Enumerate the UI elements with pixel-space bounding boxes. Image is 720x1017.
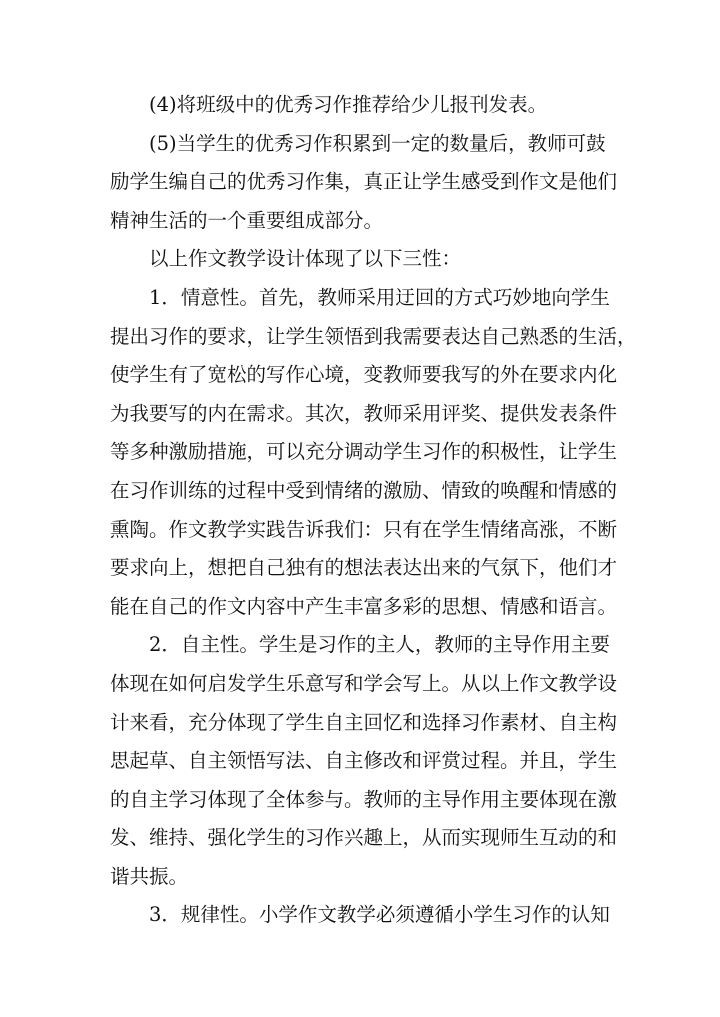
paragraph-point-1-line: 等多种激励措施，可以充分调动学生习作的积极性，让学生 (110, 440, 618, 464)
paragraph-point-2-line: 的自主学习体现了全体参与。教师的主导作用主要体现在激 (110, 787, 618, 811)
paragraph-point-1-line: 1．情意性。首先，教师采用迂回的方式巧妙地向学生 (149, 285, 610, 309)
paragraph-item-5-line: 精神生活的一个重要组成部分。 (110, 208, 384, 232)
paragraph-point-1-line: 熏陶。作文教学实践告诉我们：只有在学生情绪高涨，不断 (110, 517, 618, 541)
paragraph-intro-line: 以上作文教学设计体现了以下三性： (149, 247, 462, 271)
paragraph-point-1-line: 使学生有了宽松的写作心境，变教师要我写的外在要求内化 (110, 363, 618, 387)
paragraph-point-2-line: 谐共振。 (110, 864, 189, 888)
document-body (110, 86, 637, 935)
paragraph-point-1-line: 能在自己的作文内容中产生丰富多彩的思想、情感和语言。 (110, 594, 618, 618)
paragraph-point-3-line: 3．规律性。小学作文教学必须遵循小学生习作的认知 (149, 903, 610, 927)
paragraph-point-2-line: 体现在如何启发学生乐意写和学会写上。从以上作文教学设 (110, 671, 618, 695)
paragraph-point-1-line: 提出习作的要求，让学生领悟到我需要表达自己熟悉的生活， (110, 324, 637, 348)
paragraph-point-1-line: 要求向上，想把自己独有的想法表达出来的气氛下，他们才 (110, 556, 618, 580)
paragraph-point-2-line: 发、维持、强化学生的习作兴趣上，从而实现师生互动的和 (110, 826, 618, 850)
paragraph-point-1-line: 为我要写的内在需求。其次，教师采用评奖、提供发表条件 (110, 401, 618, 425)
paragraph-point-1-line: 在习作训练的过程中受到情绪的激励、情致的唤醒和情感的 (110, 478, 618, 502)
paragraph-point-2-line: 思起草、自主领悟写法、自主修改和评赏过程。并且，学生 (110, 749, 618, 773)
paragraph-item-4-line: (4)将班级中的优秀习作推荐给少儿报刊发表。 (149, 93, 548, 116)
paragraph-point-2-line: 计来看，充分体现了学生自主回忆和选择习作素材、自主构 (110, 710, 618, 734)
paragraph-point-2-line: 2．自主性。学生是习作的主人，教师的主导作用主要 (149, 633, 610, 657)
paragraph-item-5-line: (5)当学生的优秀习作积累到一定的数量后，教师可鼓 (149, 131, 606, 155)
paragraph-item-5-line: 励学生编自己的优秀习作集，真正让学生感受到作文是他们 (110, 170, 618, 194)
